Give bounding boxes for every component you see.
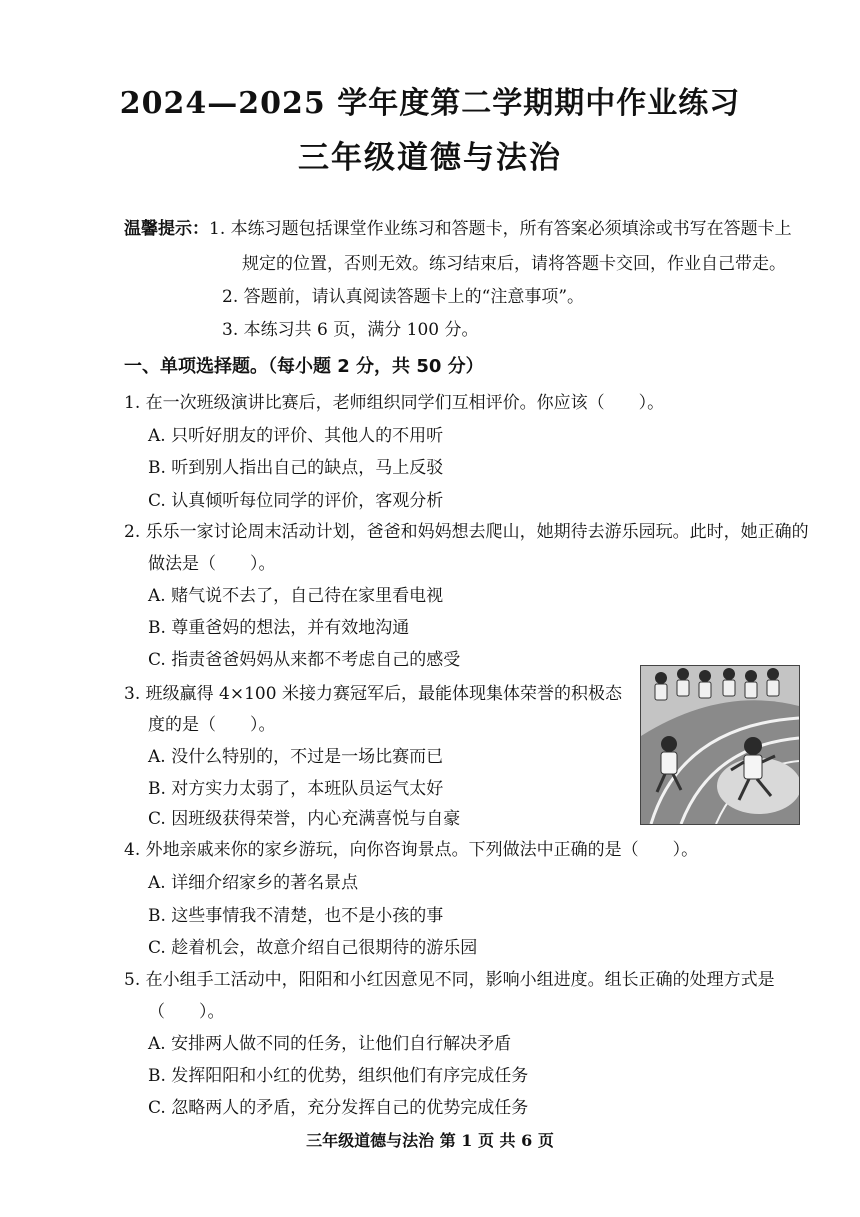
question-4-option-b: B. 这些事情我不清楚，也不是小孩的事 (148, 906, 444, 926)
page-footer: 三年级道德与法治 第 1 页 共 6 页 (306, 1131, 554, 1150)
question-1: 1. 在一次班级演讲比赛后，老师组织同学们互相评价。你应该（ ）。 (124, 393, 665, 413)
question-5-option-b: B. 发挥阳阳和小红的优势，组织他们有序完成任务 (148, 1066, 529, 1086)
exam-title: 2024—2025 学年度第二学期期中作业练习 (119, 86, 741, 121)
relay-race-illustration (640, 665, 800, 825)
question-5-line-2: （ ）。 (148, 1002, 225, 1022)
tips-item-1-line-2: 规定的位置，否则无效。练习结束后，请将答题卡交回，作业自己带走。 (242, 254, 786, 274)
question-3-line-2: 度的是（ ）。 (148, 715, 276, 735)
question-1-option-b: B. 听到别人指出自己的缺点，马上反驳 (148, 458, 444, 478)
tips-item-2: 2. 答题前，请认真阅读答题卡上的“注意事项”。 (222, 287, 585, 307)
question-4: 4. 外地亲戚来你的家乡游玩，向你咨询景点。下列做法中正确的是（ ）。 (124, 840, 699, 860)
question-3-option-b: B. 对方实力太弱了，本班队员运气太好 (148, 779, 444, 799)
question-5: 5. 在小组手工活动中，阳阳和小红因意见不同，影响小组进度。组长正确的处理方式是 (124, 970, 775, 990)
tips-item-3: 3. 本练习共 6 页，满分 100 分。 (222, 320, 479, 340)
tips-label: 温馨提示： (124, 219, 209, 239)
question-1-option-a: A. 只听好朋友的评价、其他人的不用听 (148, 426, 444, 446)
tips-item-1-line-1: 1. 本练习题包括课堂作业练习和答题卡，所有答案必须填涂或书写在答题卡上 (209, 219, 792, 239)
question-3: 3. 班级赢得 4×100 米接力赛冠军后，最能体现集体荣誉的积极态 (124, 684, 622, 704)
question-2-line-2: 做法是（ ）。 (148, 554, 276, 574)
section-heading: 一、单项选择题。（每小题 2 分，共 50 分） (124, 356, 484, 377)
question-2: 2. 乐乐一家讨论周末活动计划，爸爸和妈妈想去爬山，她期待去游乐园玩。此时，她正确的 (124, 522, 809, 542)
question-2-option-c: C. 指责爸爸妈妈从来都不考虑自己的感受 (148, 650, 461, 670)
question-3-option-a: A. 没什么特别的，不过是一场比赛而已 (148, 747, 444, 767)
question-2-option-b: B. 尊重爸妈的想法，并有效地沟通 (148, 618, 410, 638)
question-5-option-c: C. 忽略两人的矛盾，充分发挥自己的优势完成任务 (148, 1098, 529, 1118)
question-4-option-c: C. 趁着机会，故意介绍自己很期待的游乐园 (148, 938, 478, 958)
question-4-option-a: A. 详细介绍家乡的著名景点 (148, 873, 359, 893)
question-2-option-a: A. 赌气说不去了，自己待在家里看电视 (148, 586, 444, 606)
question-5-option-a: A. 安排两人做不同的任务，让他们自行解决矛盾 (148, 1034, 512, 1054)
question-1-option-c: C. 认真倾听每位同学的评价，客观分析 (148, 491, 444, 511)
exam-subtitle: 三年级道德与法治 (298, 140, 562, 176)
question-3-option-c: C. 因班级获得荣誉，内心充满喜悦与自豪 (148, 809, 461, 829)
tips-first-line (124, 218, 792, 240)
